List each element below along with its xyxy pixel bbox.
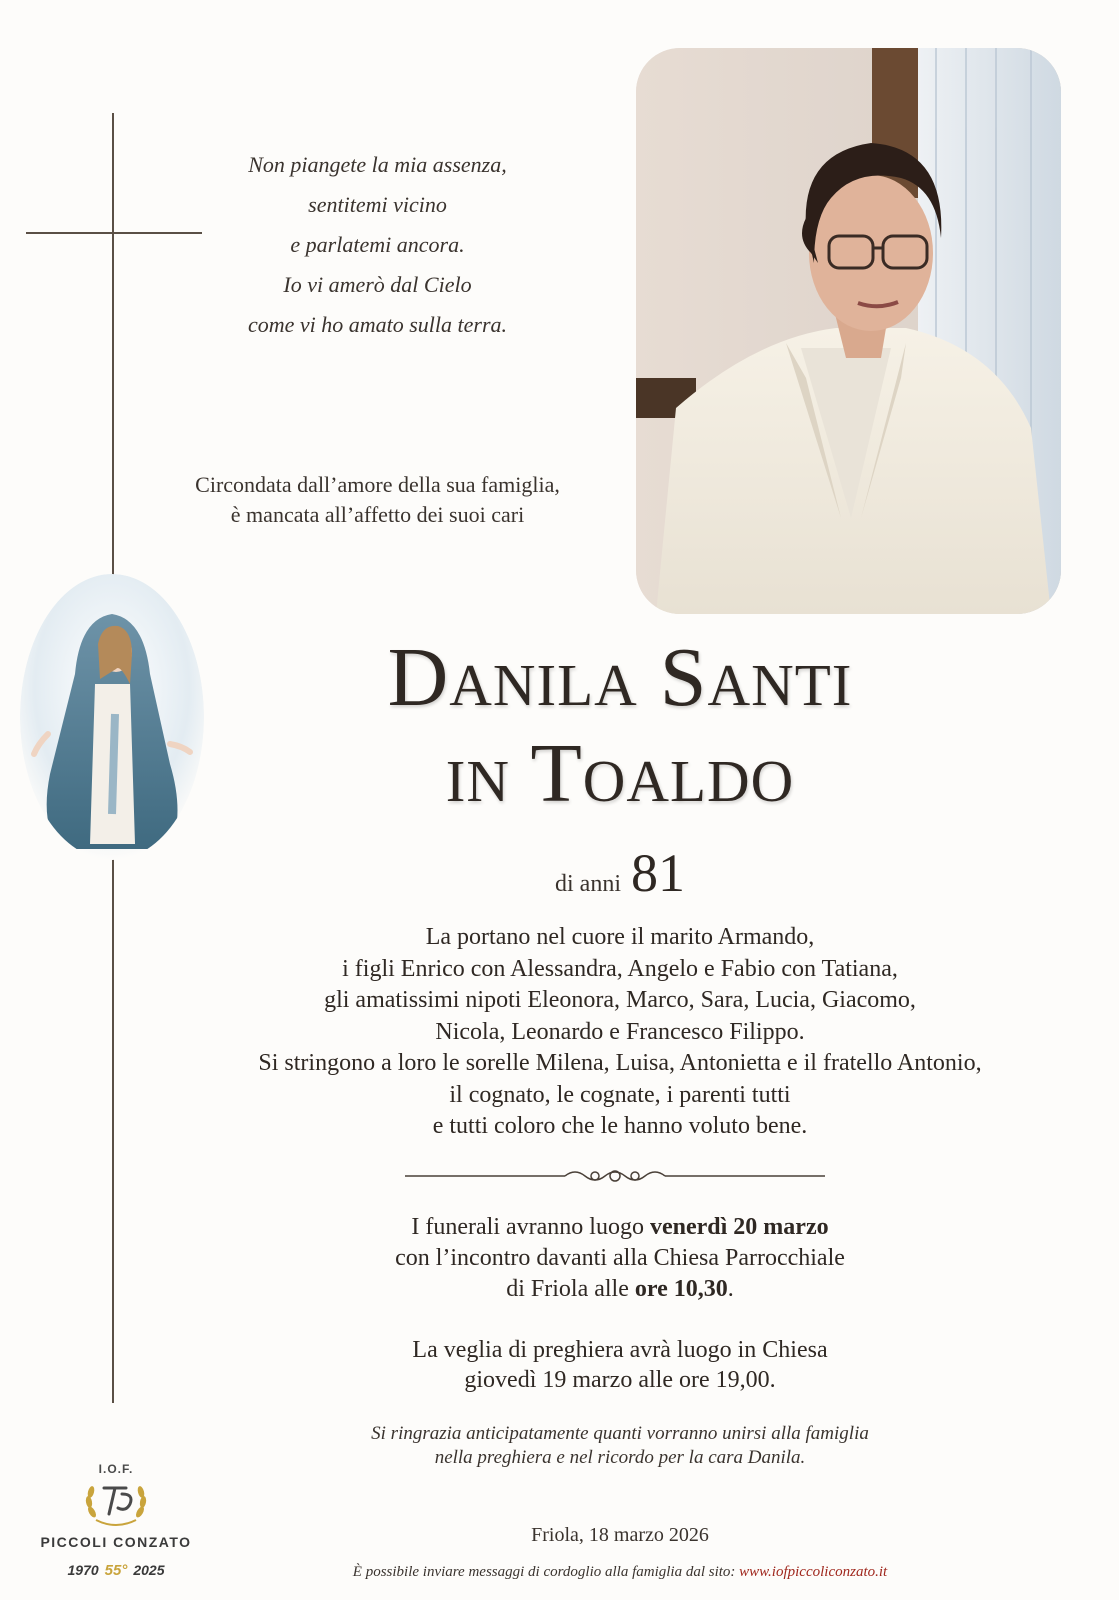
logo-name: PICCOLI CONZATO <box>40 1534 192 1550</box>
thanks-line: nella preghiera e nel ricordo per la cara Danila. <box>434 1447 806 1468</box>
ornament-divider-icon <box>405 1166 825 1186</box>
memorial-poem <box>150 145 605 345</box>
family-line: i figli Enrico con Alessandra, Angelo e Fabio con Tatiana, <box>342 955 898 982</box>
funeral-text: . <box>727 1276 734 1302</box>
family-line: La portano nel cuore il marito Armando, <box>425 924 815 950</box>
funeral-text: di Friola alle <box>506 1276 635 1302</box>
vigil-info <box>250 1335 990 1395</box>
thanks-text <box>250 1422 990 1470</box>
logo-anniversary: 55° <box>104 1562 128 1579</box>
logo-top-text: I.O.F. <box>98 1462 134 1476</box>
funeral-home-logo <box>36 1462 196 1592</box>
poem-line: Non piangete la mia assenza, <box>248 152 507 177</box>
vigil-line: giovedì 19 marzo alle ore 19,00. <box>464 1367 776 1393</box>
family-line: Nicola, Leonardo e Francesco Filippo. <box>435 1018 805 1045</box>
deceased-name <box>200 630 1040 822</box>
name-line-2: in Toaldo <box>445 727 795 820</box>
intro-line: è mancata all’affetto dei suoi cari <box>230 502 525 527</box>
family-line: il cognato, le cognate, i parenti tutti <box>449 1081 791 1108</box>
website-link[interactable]: www.iofpiccoliconzato.it <box>739 1564 888 1580</box>
intro-text <box>140 470 615 530</box>
vigil-line: La veglia di preghiera avrà luogo in Chiesa <box>412 1337 828 1363</box>
logo-year-end: 2025 <box>133 1562 165 1578</box>
age <box>380 842 860 904</box>
family-line: e tutti coloro che le hanno voluto bene. <box>432 1113 808 1139</box>
funeral-info <box>250 1212 990 1305</box>
poem-line: sentitemi vicino <box>308 192 447 217</box>
laurel-monogram-icon <box>82 1474 150 1530</box>
funeral-time: ore 10,30 <box>634 1276 728 1302</box>
funeral-text: I funerali avranno luogo <box>411 1214 650 1240</box>
intro-line: Circondata dall’amore della sua famiglia, <box>195 472 560 497</box>
dateline: Friola, 18 marzo 2026 <box>531 1524 709 1546</box>
funeral-line-2: con l’incontro davanti alla Chiesa Parrocchiale <box>395 1245 845 1271</box>
funeral-line-3 <box>250 1274 990 1305</box>
footer-note <box>260 1564 980 1581</box>
poem-line: Io vi amerò dal Cielo <box>283 272 472 297</box>
family-line: Si stringono a loro le sorelle Milena, Luisa, Antonietta e il fratello Antonio, <box>258 1050 982 1076</box>
madonna-image <box>20 574 204 860</box>
family-line: gli amatissimi nipoti Eleonora, Marco, Sara, Lucia, Giacomo, <box>324 987 916 1013</box>
logo-years <box>36 1562 196 1579</box>
portrait-photo <box>636 48 1061 614</box>
age-value: 81 <box>631 843 685 903</box>
funeral-line-1 <box>250 1212 990 1243</box>
footer-text: È possibile inviare messaggi di cordoglio alla famiglia dal sito: <box>352 1564 740 1580</box>
age-label: di anni <box>555 871 621 897</box>
poem-line: come vi ho amato sulla terra. <box>247 312 508 337</box>
family-text <box>170 922 1070 1143</box>
name-line-1: Danila Santi <box>387 631 853 724</box>
logo-year-start: 1970 <box>67 1562 99 1578</box>
thanks-line: Si ringrazia anticipatamente quanti vorranno unirsi alla famiglia <box>371 1423 869 1444</box>
poem-line: e parlatemi ancora. <box>290 232 465 257</box>
funeral-date: venerdì 20 marzo <box>649 1214 829 1240</box>
